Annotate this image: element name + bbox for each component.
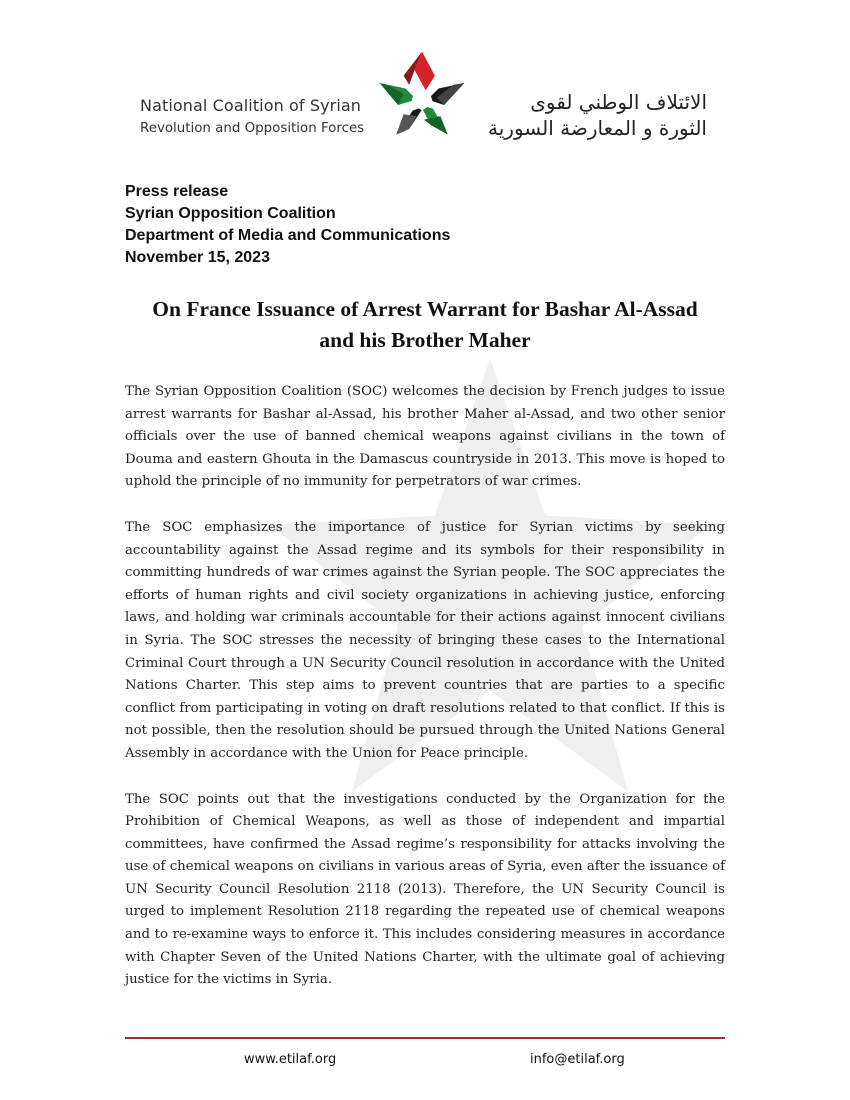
footer-email-link[interactable]: info@etilaf.org: [530, 1052, 625, 1067]
meta-date: November 15, 2023: [125, 249, 270, 266]
meta-department: Department of Media and Communications: [125, 227, 451, 244]
meta-press-release: Press release: [125, 183, 229, 200]
org-name-arabic: [475, 90, 707, 140]
press-release-meta: [125, 181, 450, 269]
meta-organization: Syrian Opposition Coalition: [125, 205, 336, 222]
org-name-ar-line2: الثورة و المعارضة السورية: [488, 116, 707, 140]
body-paragraph-3: The SOC points out that the investigations conducted by the Organization for the Prohibition of Chemical Weapons, as well as those of independent and impartial committees, have confirmed the Assad regime’s responsibility for attacks involving the use of chemical weapons on civilians in various areas of Syria, even after the issuance of UN Security Council Resolution 2118 (2013). Therefore, the UN Security Council is urged to implement Resolution 2118 regarding the repeated use of chemical weapons and to re-examine ways to enforce it. This includes considering measures in accordance with Chapter Seven of the United Nations Charter, with the ultimate goal of achieving justice for the victims in Syria.: [125, 791, 725, 988]
org-name-en-line1: National Coalition of Syrian: [140, 96, 362, 115]
footer-website-link[interactable]: www.etilaf.org: [244, 1052, 337, 1067]
body-paragraph-2: The SOC emphasizes the importance of justice for Syrian victims by seeking accountability against the Assad regime and its symbols for their responsibility in committing hundreds of war crimes against the Syrian people. The SOC appreciates the efforts of human rights and civil society organizations in achieving justice, enforcing laws, and holding war criminals accountable for their actions against innocent civilians in Syria. The SOC stresses the necessity of bringing these cases to the International Criminal Court through a UN Security Council resolution in accordance with the United Nations Charter. This step aims to prevent countries that are parties to a specific conflict from participating in voting on draft resolutions related to that conflict. If this is not possible, then the resolution should be pursued through the United Nations General Assembly in accordance with the Union for Peace principle.: [125, 519, 725, 761]
title-line2: and his Brother Maher: [319, 328, 531, 352]
org-name-ar-line1: الائتلاف الوطني لقوى: [530, 90, 707, 114]
title-line1: On France Issuance of Arrest Warrant for Bashar Al-Assad: [152, 297, 698, 321]
org-name-english: [140, 96, 380, 136]
footer-divider: [125, 1037, 725, 1039]
org-name-en-line2: Revolution and Opposition Forces: [140, 121, 365, 136]
body-paragraph-1: The Syrian Opposition Coalition (SOC) welcomes the decision by French judges to issue arrest warrants for Bashar al-Assad, his brother Maher al-Assad, and two other senior officials over the use of banned chemical weapons against civilians in the town of Douma and eastern Ghouta in the Damascus countryside in 2013. This move is hoped to uphold the principle of no immunity for perpetrators of war crimes.: [125, 384, 725, 490]
document-title: [125, 294, 725, 356]
document-body: [125, 381, 725, 1015]
letterhead: [0, 48, 850, 148]
coalition-star-logo-icon: [376, 48, 468, 140]
